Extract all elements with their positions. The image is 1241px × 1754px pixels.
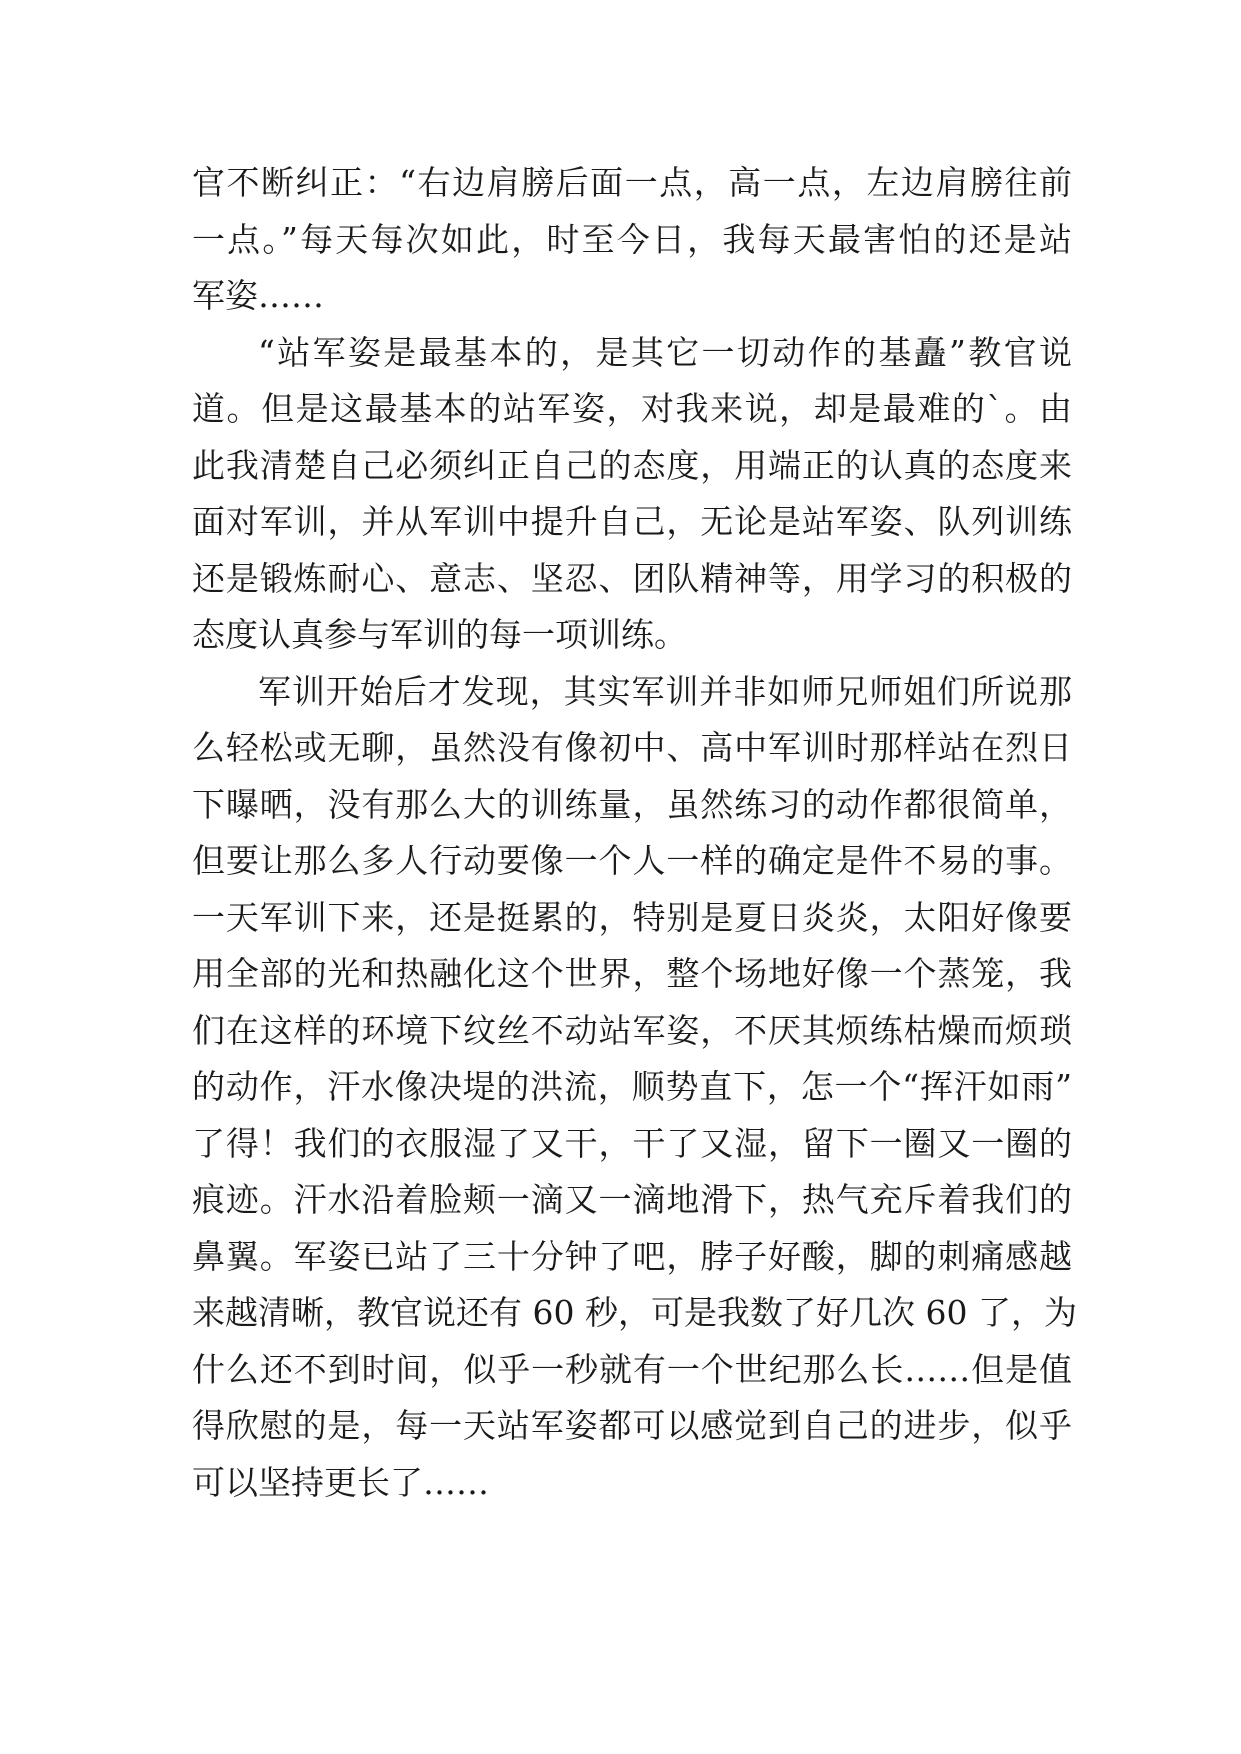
text-line: 军训开始后才发现，其实军训并非如师兄师姐们所说那 [258,671,1072,711]
text-line: 但要让那么多人行动要像一个人一样的确定是件不易的事。 [192,841,1072,880]
text-line: 么轻松或无聊，虽然没有像初中、高中军训时那样站在烈日 [192,728,1072,767]
text-line: 还是锻炼耐心、意志、坚忍、团队精神等，用学习的积极的 [192,558,1072,598]
text-line: 一点。”每天每次如此，时至今日，我每天最害怕的还是站 [192,219,1072,259]
text-line: 此我清楚自己必须纠正自己的态度，用端正的认真的态度来 [192,445,1072,485]
text-line: 官不断纠正：“右边肩膀后面一点，高一点，左边肩膀往前 [192,163,1072,202]
paragraph-2 [192,325,1072,664]
text-line: 们在这样的环境下纹丝不动站军姿，不厌其烦练枯燥而烦琐 [192,1010,1072,1050]
text-line: 面对军训，并从军训中提升自己，无论是站军姿、队列训练 [192,502,1072,541]
text-line: 道。但是这最基本的站军姿，对我来说，却是最难的`。由 [192,389,1072,428]
text-line: 得欣慰的是，每一天站军姿都可以感觉到自己的进步，似乎 [192,1406,1072,1445]
text-line: “站军姿是最基本的，是其它一切动作的基矗”教官说 [258,332,1072,372]
text-line: 鼻翼。军姿已站了三十分钟了吧，脖子好酸，脚的刺痛感越 [192,1236,1072,1276]
text-line: 来越清晰，教官说还有 60 秒，可是我数了好几次 60 了，为 [192,1293,1077,1332]
document-body [192,155,1077,1511]
paragraph-1 [192,155,1072,325]
text-line: 一天军训下来，还是挺累的，特别是夏日炎炎，太阳好像要 [192,897,1072,937]
text-line: 的动作，汗水像决堤的洪流，顺势直下，怎一个“挥汗如雨” [192,1067,1072,1106]
text-line: 什么还不到时间，似乎一秒就有一个世纪那么长……但是值 [192,1349,1072,1389]
text-line: 军姿…… [192,276,324,315]
text-line: 可以坚持更长了…… [192,1462,489,1502]
paragraph-3 [192,664,1077,1512]
text-line: 了得！我们的衣服湿了又干，干了又湿，留下一圈又一圈的 [192,1123,1072,1163]
text-line: 用全部的光和热融化这个世界，整个场地好像一个蒸笼，我 [192,954,1072,993]
text-line: 痕迹。汗水沿着脸颊一滴又一滴地滑下，热气充斥着我们的 [192,1180,1072,1219]
text-line: 下曝晒，没有那么大的训练量，虽然练习的动作都很简单， [192,784,1072,824]
text-line: 态度认真参与军训的每一项训练。 [192,615,687,654]
